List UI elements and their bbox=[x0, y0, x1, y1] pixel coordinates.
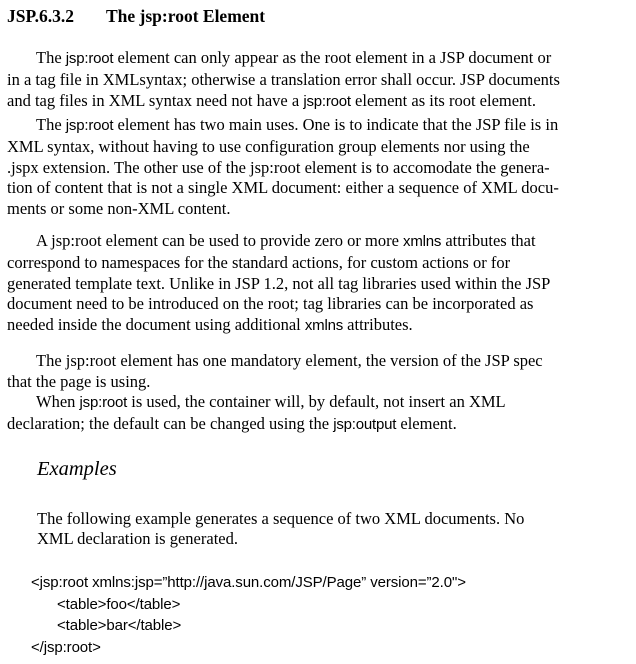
text-run: element. bbox=[396, 413, 457, 433]
text-line bbox=[7, 178, 559, 199]
text-line bbox=[7, 158, 559, 179]
text-run: The bbox=[36, 48, 66, 67]
text-line bbox=[7, 48, 560, 70]
code-line: </jsp:root> bbox=[31, 638, 101, 656]
text-run: declaration; the default can be changed using the bbox=[7, 413, 334, 433]
text-line bbox=[7, 315, 550, 337]
code-block bbox=[31, 572, 466, 658]
text-line bbox=[7, 199, 559, 220]
inline-code: jsp:root bbox=[65, 50, 114, 67]
text-line bbox=[37, 529, 524, 549]
text-line bbox=[7, 231, 550, 253]
code-line: <table>foo</table> bbox=[57, 595, 181, 613]
text-run: ments or some non-XML content. bbox=[7, 199, 231, 219]
code-line: <jsp:root xmlns:jsp=”http://java.sun.com/JSP/Page” version=”2.0"> bbox=[31, 574, 466, 591]
text-run: that the page is using. bbox=[7, 371, 151, 391]
text-line bbox=[7, 414, 506, 436]
text-run: in a tag file in XMLsyntax; otherwise a translation error shall occur. JSP documents bbox=[7, 69, 560, 89]
text-run: A jsp:root element can be used to provide zero or more bbox=[36, 231, 404, 250]
text-line bbox=[7, 351, 543, 372]
code-line: <table>bar</table> bbox=[57, 617, 182, 634]
text-line bbox=[7, 137, 559, 158]
section-title: The jsp:root Element bbox=[106, 6, 266, 26]
text-run: attributes. bbox=[343, 315, 413, 335]
paragraph-5 bbox=[7, 392, 506, 436]
text-run: XML syntax, without having to use configuration group elements nor using the bbox=[7, 136, 530, 156]
text-run: The following example generates a sequence of two XML documents. No bbox=[37, 509, 525, 528]
text-run: When bbox=[36, 392, 80, 411]
text-line bbox=[7, 115, 559, 137]
text-run: correspond to namespaces for the standard actions, for custom actions or for bbox=[7, 252, 511, 272]
text-run: element has two main uses. One is to indicate that the JSP file is in bbox=[113, 115, 559, 134]
paragraph-4 bbox=[7, 351, 543, 393]
text-run: attributes that bbox=[441, 231, 536, 250]
paragraph-1 bbox=[7, 48, 560, 112]
section-number: JSP.6.3.2 bbox=[7, 6, 74, 26]
inline-code: jsp:root bbox=[79, 394, 128, 411]
text-run: The bbox=[36, 115, 66, 134]
examples-paragraph bbox=[37, 509, 524, 549]
paragraph-2 bbox=[7, 115, 559, 220]
text-run: tion of content that is not a single XML document: either a sequence of XML docu- bbox=[7, 178, 559, 198]
inline-code: jsp:output bbox=[333, 415, 397, 433]
text-run: The jsp:root element has one mandatory element, the version of the JSP spec bbox=[36, 351, 543, 370]
inline-code: jsp:root bbox=[303, 92, 351, 110]
text-line bbox=[37, 509, 524, 529]
text-line bbox=[7, 274, 550, 295]
text-line bbox=[7, 91, 560, 113]
text-run: needed inside the document using additional bbox=[7, 315, 305, 335]
text-run: document need to be introduced on the root; tag libraries can be incorporated as bbox=[7, 294, 534, 314]
inline-code: jsp:root bbox=[65, 117, 114, 134]
text-line bbox=[7, 70, 560, 91]
text-line bbox=[7, 294, 550, 315]
text-line bbox=[7, 372, 543, 393]
text-line bbox=[7, 253, 550, 274]
text-run: element can only appear as the root element in a JSP document or bbox=[113, 48, 552, 67]
inline-code: xmlns bbox=[304, 317, 344, 335]
examples-heading: Examples bbox=[37, 458, 117, 480]
text-line bbox=[7, 392, 506, 414]
paragraph-3 bbox=[7, 231, 550, 337]
text-run: is used, the container will, by default, not insert an XML bbox=[127, 392, 506, 411]
text-run: XML declaration is generated. bbox=[37, 529, 238, 548]
text-run: and tag files in XML syntax need not have a bbox=[7, 90, 304, 110]
text-run: .jspx extension. The other use of the jsp:root element is to accomodate the genera- bbox=[7, 157, 550, 177]
text-run: element as its root element. bbox=[350, 90, 537, 110]
text-run: generated template text. Unlike in JSP 1.2, not all tag libraries used within the JSP bbox=[7, 273, 551, 293]
section-heading bbox=[7, 5, 265, 27]
inline-code: xmlns bbox=[403, 233, 442, 250]
